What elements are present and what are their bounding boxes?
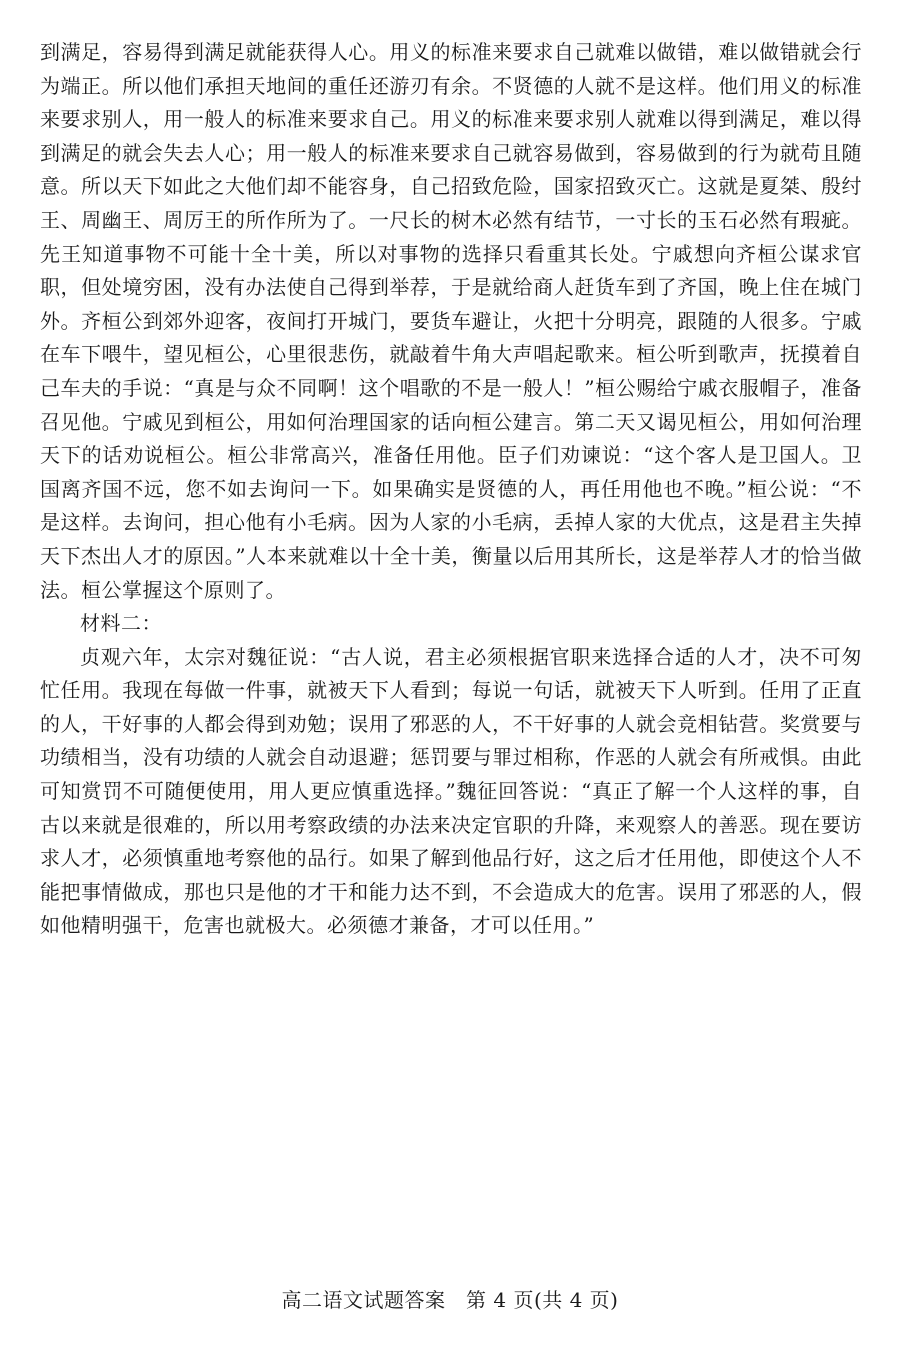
material-two-paragraph: 贞观六年，太宗对魏征说：“古人说，君主必须根据官职来选择合适的人才，决不可匆忙任用。我现在每做一件事，就被天下人看到；每说一句话，就被天下人听到。任用了正直的人，干好事的人都会得到劝勉；误用了邪恶的人，不干好事的人就会竞相钻营。奖赏要与功绩相当，没有功绩的人就会自动退避；惩罚要与罪过相称，作恶的人就会有所戒惧。由此可知赏罚不可随便使用，用人更应慎重选择。”魏征回答说：“真正了解一个人这样的事，自古以来就是很难的，所以用考察政绩的办法来决定官职的升降，来观察人的善恶。现在要访求人才，必须慎重地考察他的品行。如果了解到他品行好，这之后才任用他，即使这个人不能把事情做成，那也只是他的才干和能力达不到，不会造成大的危害。误用了邪恶的人，假如他精明强干，危害也就极大。必须德才兼备，才可以任用。” xyxy=(40,644,862,938)
material-one-continued-paragraph: 到满足，容易得到满足就能获得人心。用义的标准来要求自己就难以做错，难以做错就会行为端正。所以他们承担天地间的重任还游刃有余。不贤德的人就不是这样。他们用义的标准来要求别人，用一般人的标准来要求自己。用义的标准来要求别人就难以得到满足，难以得到满足的就会失去人心；用一般人的标准来要求自己就容易做到，容易做到的行为就苟且随意。所以天下如此之大他们却不能容身，自己招致危险，国家招致灭亡。这就是夏桀、殷纣王、周幽王、周厉王的所作所为了。一尺长的树木必然有结节，一寸长的玉石必然有瑕疵。先王知道事物不可能十全十美，所以对事物的选择只看重其长处。宁戚想向齐桓公谋求官职，但处境穷困，没有办法使自己得到举荐，于是就给商人赶货车到了齐国，晚上住在城门外。齐桓公到郊外迎客，夜间打开城门，要货车避让，火把十分明亮，跟随的人很多。宁戚在车下喂牛，望见桓公，心里很悲伤，就敲着牛角大声唱起歌来。桓公听到歌声，抚摸着自己车夫的手说：“真是与众不同啊！这个唱歌的不是一般人！”桓公赐给宁戚衣服帽子，准备召见他。宁戚见到桓公，用如何治理国家的话向桓公建言。第二天又谒见桓公，用如何治理天下的话劝说桓公。桓公非常高兴，准备任用他。臣子们劝谏说：“这个客人是卫国人。卫国离齐国不远，您不如去询问一下。如果确实是贤德的人，再任用他也不晚。”桓公说：“不是这样。去询问，担心他有小毛病。因为人家的小毛病，丢掉人家的大优点，这是君主失掉天下杰出人才的原因。”人本来就难以十全十美，衡量以后用其所长，这是举荐人才的恰当做法。桓公掌握这个原则了。 xyxy=(40,40,862,602)
material-two-heading: 材料二： xyxy=(80,611,162,636)
page-footer: 高二语文试题答案 第 4 页(共 4 页) xyxy=(281,1288,619,1312)
document-body xyxy=(40,36,862,943)
